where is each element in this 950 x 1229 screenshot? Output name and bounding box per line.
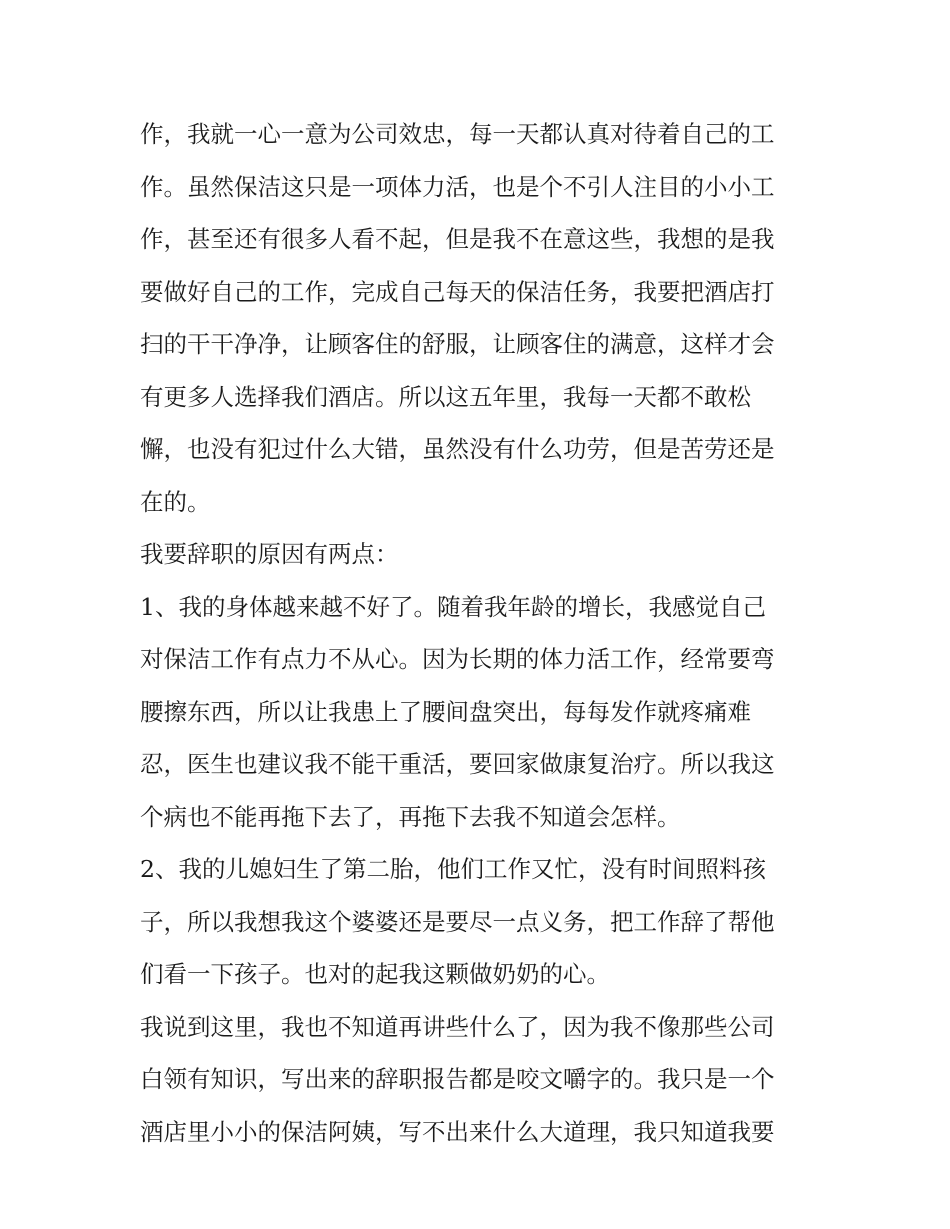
text-line: 扫的干干净净，让顾客住的舒服，让顾客住的满意，这样才会 (140, 330, 775, 358)
list-item-2-line: 2、我的儿媳妇生了第二胎，他们工作又忙，没有时间照料孩 (140, 855, 766, 883)
text-line: 有更多人选择我们酒店。所以这五年里，我每一天都不敢松 (140, 382, 751, 411)
text-line: 我说到这里，我也不知道再讲些什么了，因为我不像那些公司 (140, 1012, 775, 1041)
text-line: 腰擦东西，所以让我患上了腰间盘突出，每每发作就疼痛难 (140, 697, 751, 726)
text-line: 作，我就一心一意为公司效忠，每一天都认真对待着自己的工 (140, 120, 775, 148)
section-heading: 我要辞职的原因有两点： (140, 540, 399, 568)
text-line: 作，甚至还有很多人看不起，但是我不在意这些，我想的是我 (140, 225, 775, 253)
text-line: 白领有知识，写出来的辞职报告都是咬文嚼字的。我只是一个 (140, 1065, 775, 1093)
text-line: 在的。 (140, 487, 211, 516)
text-line: 要做好自己的工作，完成自己每天的保洁任务，我要把酒店打 (140, 277, 775, 306)
text-line: 对保洁工作有点力不从心。因为长期的体力活工作，经常要弯 (140, 645, 775, 673)
text-line: 个病也不能再拖下去了，再拖下去我不知道会怎样。 (140, 802, 681, 831)
text-line: 懈，也没有犯过什么大错，虽然没有什么功劳，但是苦劳还是 (140, 435, 775, 463)
list-item-1-line: 1、我的身体越来越不好了。随着我年龄的增长，我感觉自己 (140, 592, 766, 621)
text-line: 们看一下孩子。也对的起我这颗做奶奶的心。 (140, 960, 610, 988)
text-line: 酒店里小小的保洁阿姨，写不出来什么大道理，我只知道我要 (140, 1117, 775, 1146)
text-line: 子，所以我想我这个婆婆还是要尽一点义务，把工作辞了帮他 (140, 907, 775, 936)
document-body (140, 108, 830, 1158)
text-line: 忍，医生也建议我不能干重活，要回家做康复治疗。所以我这 (140, 750, 775, 778)
text-line: 作。虽然保洁这只是一项体力活，也是个不引人注目的小小工 (140, 172, 775, 201)
